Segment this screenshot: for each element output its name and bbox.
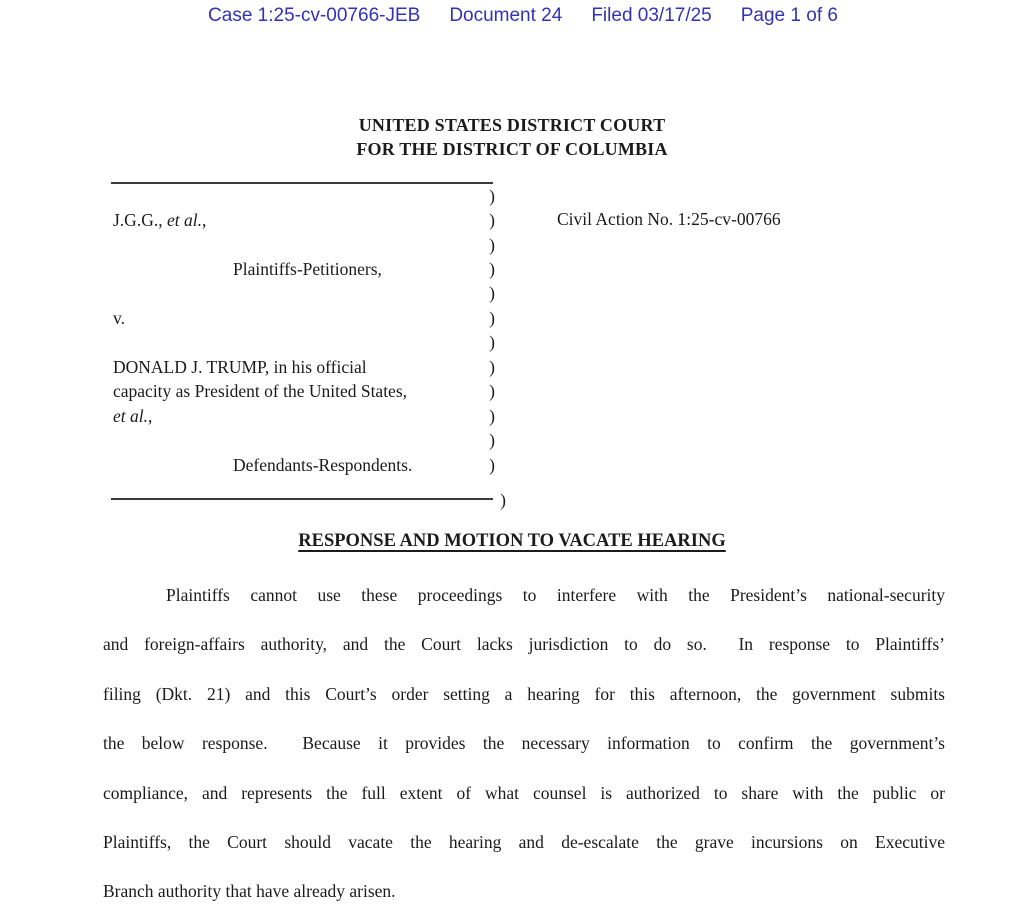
court-name: UNITED STATES DISTRICT COURT: [358, 115, 666, 135]
caption-row: [111, 282, 493, 306]
ecf-header-stamp: [0, 5, 1024, 27]
stamp-page-number: Page 1 of 6: [740, 5, 838, 26]
body-line: filing (Dkt. 21) and this Court’s order setting a hearing for this afternoon, the government submits: [103, 683, 945, 704]
court-title: [0, 113, 1024, 161]
body-line: the below response. Because it provides the necessary information to confirm the government’s: [103, 733, 945, 754]
caption-paren: ): [489, 307, 495, 328]
stamp-document-number: Document 24: [449, 5, 563, 26]
versus-label: v.: [113, 307, 125, 328]
body-line: and foreign-affairs authority, and the Court lacks jurisdiction to do so. In response to Plaintiffs’: [103, 634, 945, 655]
case-caption: [103, 182, 945, 512]
caption-row-defendant-1: [111, 355, 493, 379]
caption-paren: ): [489, 332, 495, 353]
caption-paren: ): [489, 454, 495, 475]
caption-row: [111, 331, 493, 355]
motion-heading: RESPONSE AND MOTION TO VACATE HEARING: [298, 531, 726, 551]
caption-paren: ): [489, 381, 495, 402]
defendant-etal: et al.: [113, 405, 148, 426]
caption-box: [111, 182, 506, 510]
plaintiff-etal: et al.: [166, 210, 202, 231]
caption-row: [111, 184, 493, 208]
body-line: Branch authority that have already arisen.: [103, 881, 396, 902]
body-line: Plaintiffs cannot use these proceedings to interfere with the President’s national-security: [166, 585, 945, 605]
caption-paren: ): [489, 259, 495, 280]
plaintiff-name: J.G.G.,: [113, 210, 167, 231]
caption-paren: ): [489, 185, 495, 206]
body-line: Plaintiffs, the Court should vacate the hearing and de-escalate the grave incursions on Executive: [103, 831, 945, 852]
caption-row-defendant-etal: [111, 404, 493, 428]
stamp-case-number: Case 1:25-cv-00766-JEB: [208, 5, 421, 26]
defendant-line-2: capacity as President of the United States,: [113, 381, 408, 402]
caption-row: [111, 428, 493, 452]
caption-row-plaintiffs-role: [111, 257, 493, 281]
plaintiff-comma: ,: [201, 210, 207, 231]
civil-action-number: Civil Action No. 1:25-cv-00766: [557, 209, 781, 229]
caption-paren: ): [489, 430, 495, 451]
caption-paren: ): [489, 405, 495, 426]
caption-paren: ): [500, 490, 506, 510]
caption-paren: ): [489, 283, 495, 304]
caption-row-versus: [111, 306, 493, 330]
plaintiffs-role: Plaintiffs-Petitioners,: [233, 259, 382, 280]
stamp-filed-date: Filed 03/17/25: [591, 5, 712, 26]
caption-paren: ): [489, 356, 495, 377]
body-line: compliance, and represents the full extent of what counsel is authorized to share with the public or: [103, 782, 945, 803]
caption-row-defendants-role: [111, 453, 493, 477]
defendants-role: Defendants-Respondents.: [233, 454, 413, 475]
caption-row-plaintiff: [111, 208, 493, 232]
motion-body: [103, 571, 945, 917]
defendant-comma: ,: [148, 405, 153, 426]
caption-row: [111, 233, 493, 257]
caption-row-defendant-2: [111, 380, 493, 404]
court-district: FOR THE DISTRICT OF COLUMBIA: [356, 139, 668, 159]
caption-paren: ): [489, 234, 495, 255]
caption-paren: ): [489, 210, 495, 231]
defendant-line-1: DONALD J. TRUMP, in his official: [113, 356, 367, 377]
